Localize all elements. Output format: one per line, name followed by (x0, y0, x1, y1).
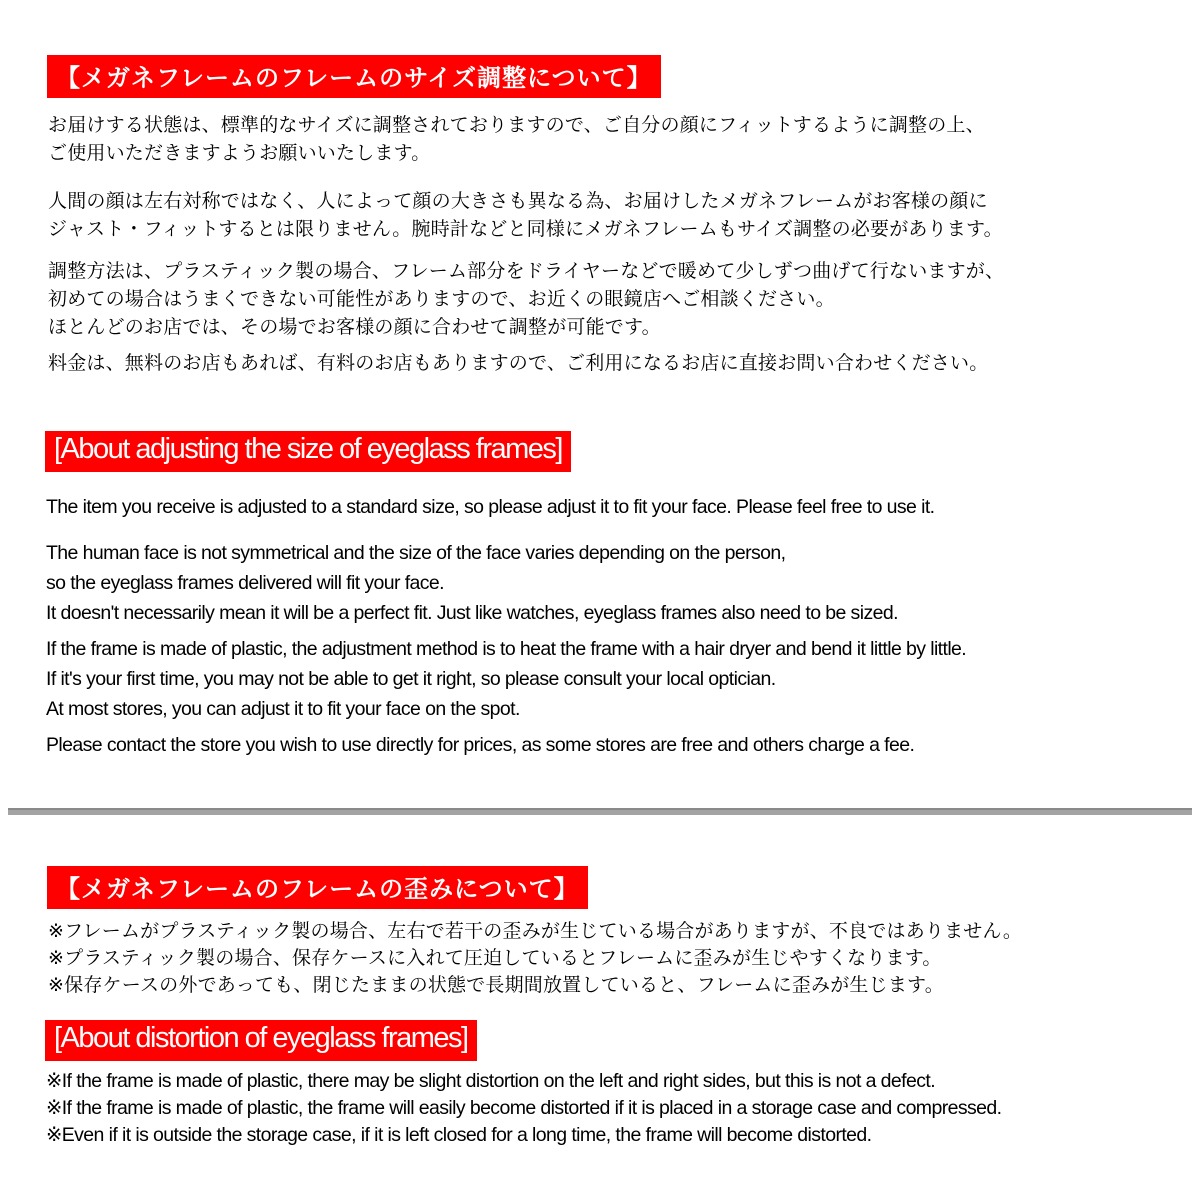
text-line: 調整方法は、プラスティック製の場合、フレーム部分をドライヤーなどで暖めて少しずつ曲げて行ないますが、 (48, 261, 1005, 282)
text-line: The human face is not symmetrical and the size of the face varies depending on the person, (46, 542, 786, 564)
note-line: ※If the frame is made of plastic, the frame will easily become distorted if it is placed in a storage case and compressed. (46, 1097, 1002, 1119)
paragraph-size-en-2 (46, 538, 898, 628)
text-line: 初めての場合はうまくできない可能性がありますので、お近くの眼鏡店へご相談ください。 (48, 289, 835, 310)
text-line: ほとんどのお店では、その場でお客様の顔に合わせて調整が可能です。 (48, 317, 661, 338)
notes-distortion-en (46, 1068, 1001, 1149)
paragraph-size-jp-1 (48, 112, 985, 168)
heading-size-adjustment-jp: 【メガネフレームのフレームのサイズ調整について】 (47, 55, 661, 98)
heading-size-adjustment-en: [About adjusting the size of eyeglass frames] (45, 431, 571, 472)
note-line: ※Even if it is outside the storage case, if it is left closed for a long time, the frame will become distorted. (46, 1124, 872, 1146)
heading-distortion-jp: 【メガネフレームのフレームの歪みについて】 (47, 866, 588, 909)
text-line: so the eyeglass frames delivered will fit your face. (46, 572, 444, 594)
note-line: ※プラスティック製の場合、保存ケースに入れて圧迫しているとフレームに歪みが生じやすくなります。 (48, 948, 942, 969)
paragraph-size-jp-3 (48, 258, 1004, 342)
paragraph-size-en-1 (46, 492, 934, 522)
text-line: The item you receive is adjusted to a standard size, so please adjust it to fit your face. Please feel free to use it. (46, 496, 935, 518)
paragraph-size-jp-4 (48, 350, 988, 378)
paragraph-size-en-3 (46, 634, 966, 724)
text-line: Please contact the store you wish to use directly for prices, as some stores are free and others charge a fee. (46, 734, 915, 756)
text-line: It doesn't necessarily mean it will be a perfect fit. Just like watches, eyeglass frames also need to be sized. (46, 602, 898, 624)
text-line: お届けする状態は、標準的なサイズに調整されておりますので、ご自分の顔にフィットするように調整の上、 (48, 115, 985, 136)
text-line: If the frame is made of plastic, the adjustment method is to heat the frame with a hair dryer and bend it little by little. (46, 638, 967, 660)
paragraph-size-jp-2 (48, 188, 1003, 244)
text-line: ご使用いただきますようお願いいたします。 (48, 143, 431, 164)
text-line: 料金は、無料のお店もあれば、有料のお店もありますので、ご利用になるお店に直接お問い合わせください。 (48, 353, 989, 374)
paragraph-size-en-4 (46, 730, 914, 760)
text-line: ジャスト・フィットするとは限りません。腕時計などと同様にメガネフレームもサイズ調整の必要があります。 (48, 219, 1003, 240)
text-line: At most stores, you can adjust it to fit your face on the spot. (46, 698, 520, 720)
note-line: ※保存ケースの外であっても、閉じたままの状態で長期間放置していると、フレームに歪みが生じます。 (48, 975, 944, 996)
text-line: If it's your first time, you may not be able to get it right, so please consult your local optician. (46, 668, 776, 690)
section-divider (8, 808, 1192, 815)
text-line: 人間の顔は左右対称ではなく、人によって顔の大きさも異なる為、お届けしたメガネフレームがお客様の顔に (48, 191, 988, 212)
note-line: ※If the frame is made of plastic, there may be slight distortion on the left and right sides, but this is not a defect. (46, 1070, 936, 1092)
note-line: ※フレームがプラスティック製の場合、左右で若干の歪みが生じている場合がありますが、不良ではありません。 (48, 921, 1023, 942)
notes-distortion-jp (48, 918, 1022, 999)
heading-distortion-en: [About distortion of eyeglass frames] (45, 1020, 477, 1061)
